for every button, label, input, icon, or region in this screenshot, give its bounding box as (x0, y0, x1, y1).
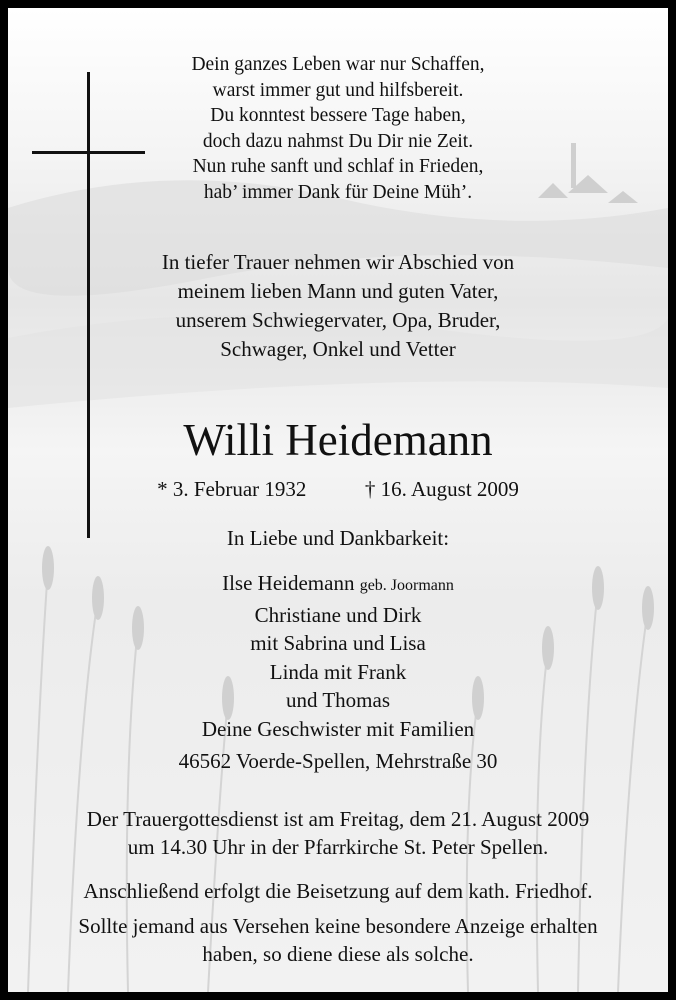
note-line: Sollte jemand aus Versehen keine besondere Anzeige erhalten (78, 914, 598, 938)
intro-line: Schwager, Onkel und Vetter (220, 337, 456, 361)
service-line: Der Trauergottesdienst ist am Freitag, dem 21. August 2009 (86, 807, 590, 831)
intro-line: meinem lieben Mann und guten Vater, (177, 279, 499, 303)
family-member: Christiane und Dirk (254, 602, 422, 627)
poem-line: warst immer gut und hilfsbereit. (212, 79, 464, 101)
family-member: und Thomas (285, 688, 391, 712)
intro-line: In tiefer Trauer nehmen wir Abschied von (161, 250, 515, 274)
family-member: Linda mit Frank (269, 659, 407, 684)
poem-line: Du konntest bessere Tage haben, (210, 105, 466, 126)
death-date: † 16. August 2009 (364, 477, 519, 501)
family-member-name: Ilse Heidemann (222, 571, 355, 595)
burial-info: Anschließend erfolgt die Beisetzung auf dem kath. Friedhof. (83, 879, 593, 903)
notice-note (8, 912, 668, 968)
deceased-name: Willi Heidemann (183, 415, 493, 465)
thanks-line: In Liebe und Dankbarkeit: (226, 526, 450, 550)
family-member: Deine Geschwister mit Familien (201, 716, 475, 741)
maiden-name: geb. Joormann (359, 577, 454, 594)
intro-text (8, 248, 668, 364)
family-list (8, 569, 668, 743)
note-line: haben, so diene diese als solche. (202, 942, 474, 966)
service-line: um 14.30 Uhr in der Pfarrkirche St. Peter Spellen. (127, 835, 549, 859)
poem-line: hab’ immer Dank für Deine Müh’. (203, 181, 473, 203)
birth-date: * 3. Februar 1932 (157, 477, 307, 501)
service-info (8, 805, 668, 861)
obituary-card (8, 8, 668, 992)
family-member: mit Sabrina und Lisa (250, 631, 426, 655)
poem (8, 52, 668, 205)
poem-line: doch dazu nahmst Du Dir nie Zeit. (202, 130, 474, 152)
poem-line: Nun ruhe sanft und schlaf in Frieden, (192, 156, 484, 177)
intro-line: unserem Schwiegervater, Opa, Bruder, (175, 308, 501, 332)
family-member (8, 569, 668, 601)
address: 46562 Voerde-Spellen, Mehrstraße 30 (178, 749, 498, 773)
poem-line: Dein ganzes Leben war nur Schaffen, (191, 54, 485, 75)
life-dates (8, 475, 668, 503)
